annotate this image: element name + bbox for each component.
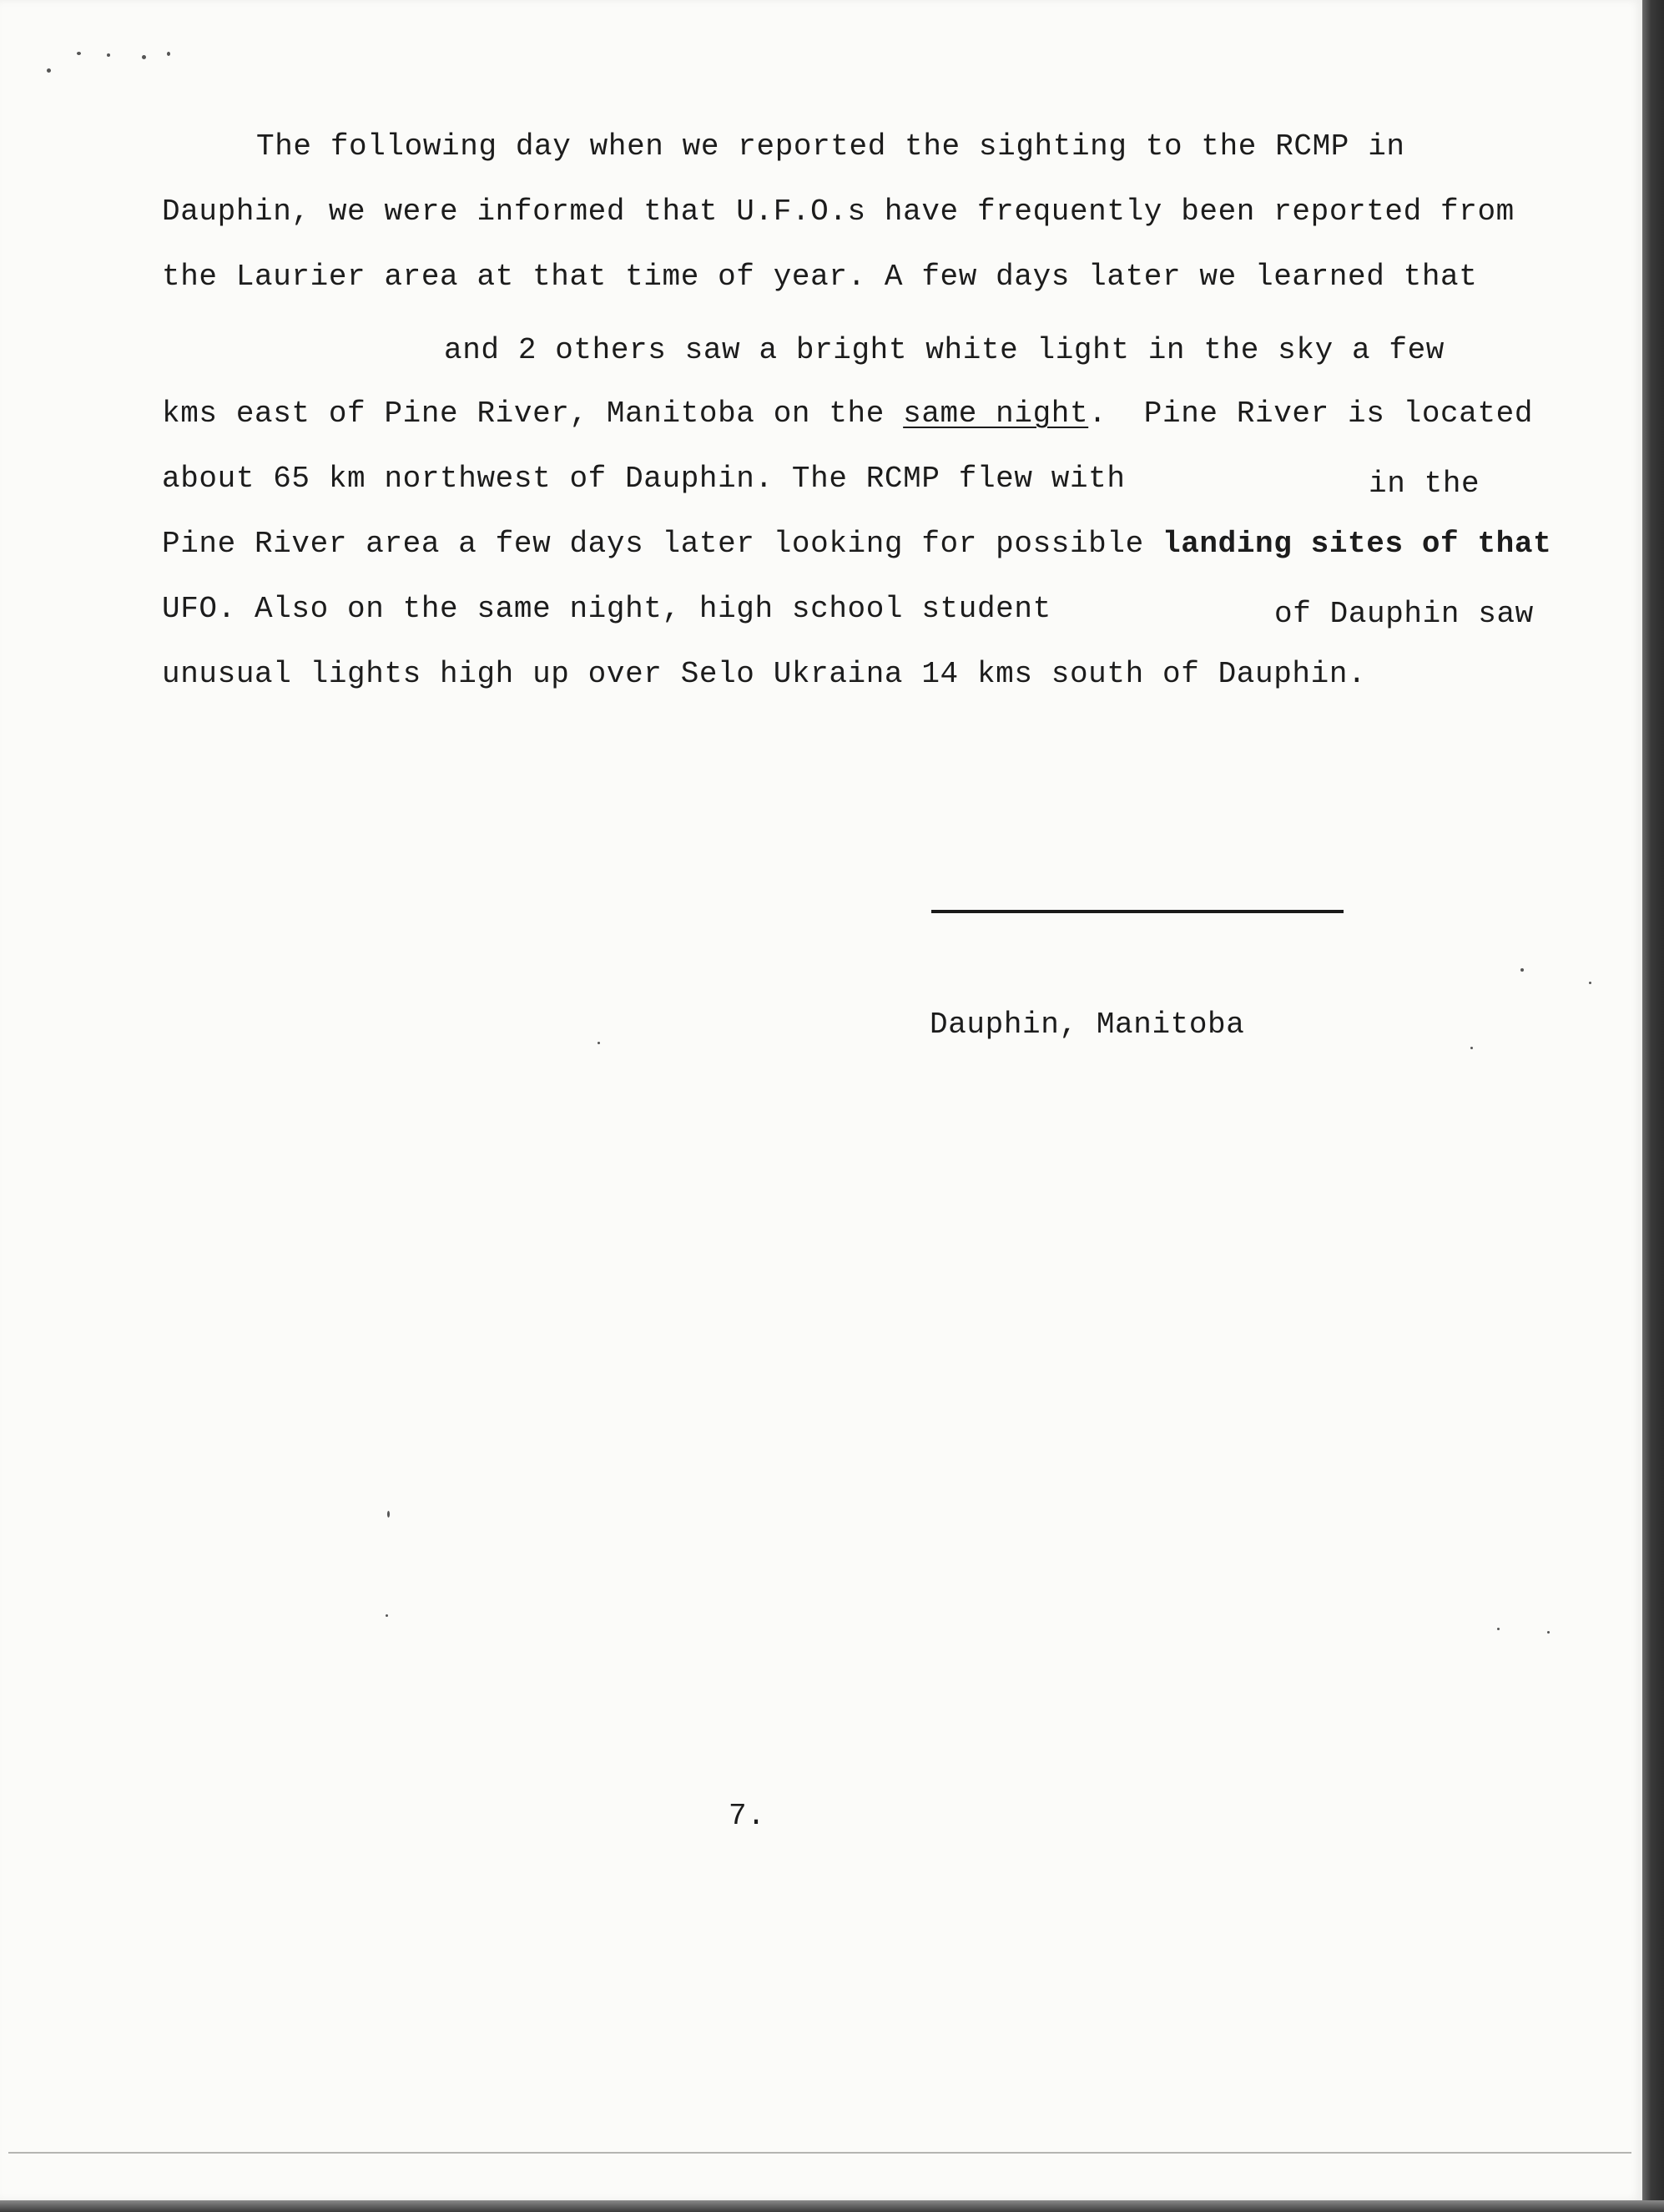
signature-location: Dauphin, Manitoba (930, 1008, 1245, 1042)
paragraph-line-5 (162, 396, 1533, 432)
scan-speck (77, 52, 81, 55)
paragraph-line-4: and 2 others saw a bright white light in the sky a few (444, 333, 1445, 367)
underlined-phrase-same-night: same night (903, 396, 1089, 431)
scan-speck (1589, 982, 1591, 984)
scan-speck (1470, 1047, 1473, 1049)
paragraph-line-6-end: in the (1369, 467, 1480, 501)
line-5-text-before: kms east of Pine River, Manitoba on the (162, 396, 904, 431)
page-number: 7. (729, 1799, 766, 1833)
line-6-text-before: about 65 km northwest of Dauphin. The RCMP flew with (162, 462, 1126, 496)
paragraph-line-8 (162, 591, 1051, 628)
paragraph-line-9: unusual lights high up over Selo Ukraina 14 kms south of Dauphin. (162, 657, 1367, 691)
scan-speck (1547, 1631, 1550, 1634)
scan-speck (1520, 968, 1524, 972)
paragraph-line-6 (162, 461, 1126, 497)
paragraph-line-2: Dauphin, we were informed that U.F.O.s have frequently been reported from (162, 194, 1515, 229)
line-8-text-before: UFO. Also on the same night, high school student (162, 592, 1051, 626)
paragraph-line-1: The following day when we reported the sighting to the RCMP in (256, 129, 1405, 164)
line-5-text-after: . Pine River is located (1088, 396, 1534, 431)
scan-speck (386, 1614, 388, 1617)
bottom-rule (8, 2152, 1631, 2154)
scan-speck (167, 52, 170, 56)
paragraph-line-7 (162, 526, 1551, 563)
scan-edge-bottom (0, 2200, 1664, 2212)
paragraph-line-8-end: of Dauphin saw (1274, 597, 1534, 631)
signature-line (931, 910, 1344, 913)
scan-edge-right (1642, 0, 1664, 2212)
scan-speck (47, 68, 51, 73)
scan-speck (107, 53, 110, 57)
scan-speck (598, 1042, 600, 1044)
scan-speck (1497, 1628, 1500, 1630)
scan-speck (387, 1511, 390, 1518)
line-7-bold-text: landing sites of that (1162, 527, 1552, 561)
line-7-text-before: Pine River area a few days later looking for possible (162, 527, 1162, 561)
scan-speck (142, 55, 146, 59)
paragraph-line-3: the Laurier area at that time of year. A few days later we learned that (162, 260, 1478, 294)
